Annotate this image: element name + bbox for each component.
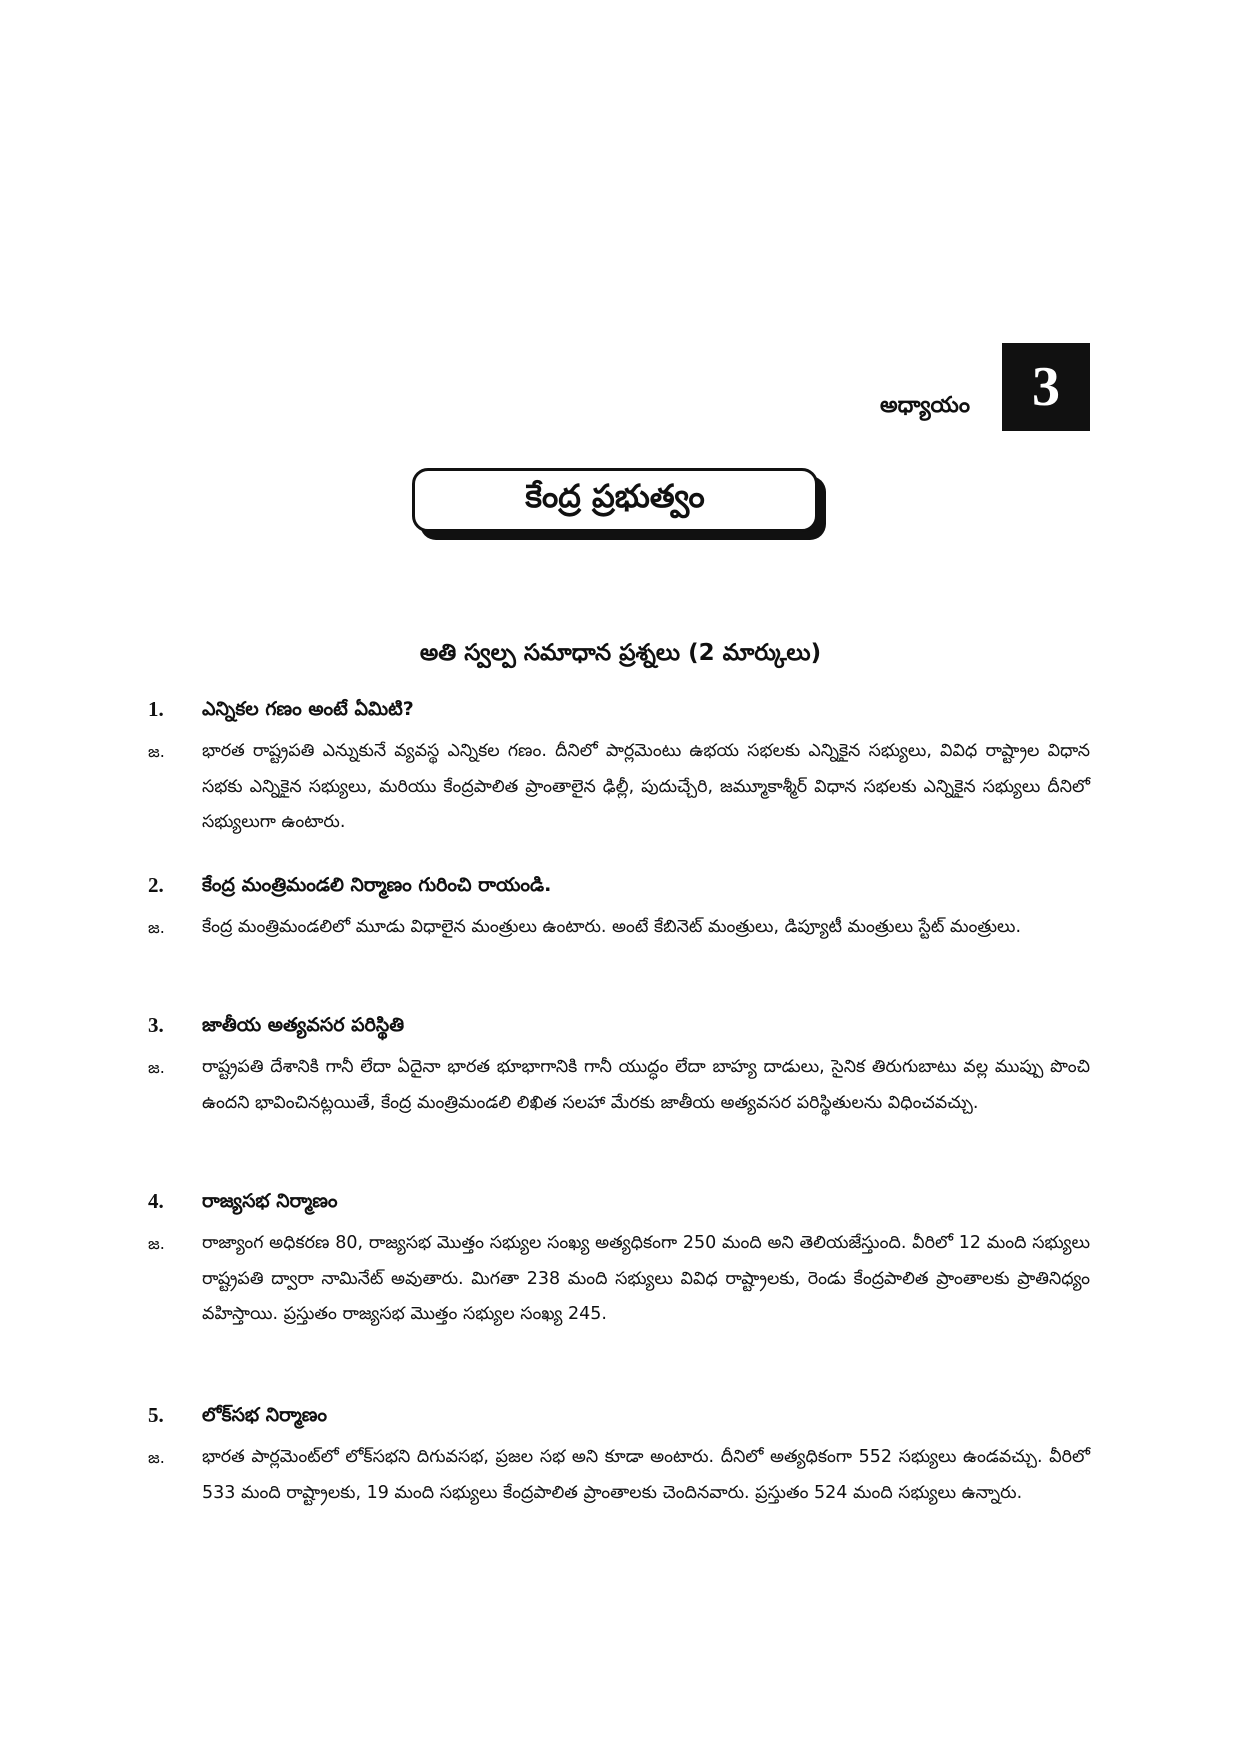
question-number: 4. <box>148 1189 164 1213</box>
answer-text: భారత రాష్ట్రపతి ఎన్నుకునే వ్యవస్థ ఎన్నికల గణం. దీనిలో పార్లమెంటు ఉభయ సభలకు ఎన్నికైన సభ్యులు, వివిధ రాష్ట్రాల విధాన సభకు ఎన్నికైన సభ్యులు, మరియు కేంద్రపాలిత ప్రాంతాలైన ఢిల్లీ, పుదుచ్చేరి, జమ్మూకాశ్మీర్ విధాన సభలకు ఎన్నికైన సభ్యులు దీనిలో సభ్యులుగా ఉంటారు. <box>202 741 1090 832</box>
question-text: రాజ్యసభ నిర్మాణం <box>202 1190 338 1212</box>
answer-text: రాష్ట్రపతి దేశానికి గానీ లేదా ఏదైనా భారత భూభాగానికి గానీ యుద్ధం లేదా బాహ్య దాడులు, సైనిక తిరుగుబాటు వల్ల ముప్పు పొంచి ఉందని భావించినట్లయితే, కేంద్ర మంత్రిమండలి లిఖిత సలహా మేరకు జాతీయ అత్యవసర పరిస్థితులను విధించవచ్చు. <box>202 1057 1090 1113</box>
question-number: 2. <box>148 873 164 897</box>
chapter-number: 3 <box>1032 356 1060 418</box>
qa-item-3 <box>148 1010 1090 1121</box>
question-number: 3. <box>148 1013 164 1037</box>
answer-marker: జ. <box>148 1448 165 1467</box>
answer-marker: జ. <box>148 1234 165 1253</box>
qa-item-5 <box>148 1400 1090 1511</box>
answer-text: రాజ్యాంగ అధికరణ 80, రాజ్యసభ మొత్తం సభ్యుల సంఖ్య అత్యధికంగా 250 మంది అని తెలియజేస్తుంది. వీరిలో 12 మంది సభ్యులు రాష్ట్రపతి ద్వారా నామినేట్ అవుతారు. మిగతా 238 మంది సభ్యులు వివిధ రాష్ట్రాలకు, రెండు కేంద్రపాలిత ప్రాంతాలకు ప్రాతినిధ్యం వహిస్తాయి. ప్రస్తుతం రాజ్యసభ మొత్తం సభ్యుల సంఖ్య 245. <box>202 1233 1090 1324</box>
question-text: ఎన్నికల గణం అంటే ఏమిటి? <box>202 698 414 720</box>
chapter-title: కేంద్ర ప్రభుత్వం <box>525 477 705 515</box>
answer-marker: జ. <box>148 742 165 761</box>
chapter-number-box <box>1002 343 1090 431</box>
chapter-title-box <box>412 468 818 532</box>
chapter-label: అధ్యాయం <box>880 393 971 418</box>
question-number: 5. <box>148 1403 164 1427</box>
qa-item-4 <box>148 1186 1090 1333</box>
qa-item-2 <box>148 870 1090 946</box>
question-text: లోక్‌సభ నిర్మాణం <box>202 1404 328 1426</box>
section-heading: అతి స్వల్ప సమాధాన ప్రశ్నలు (2 మార్కులు) <box>419 640 822 666</box>
answer-text: కేంద్ర మంత్రిమండలిలో మూడు విధాలైన మంత్రులు ఉంటారు. అంటే కేబినెట్ మంత్రులు, డిప్యూటీ మంత్రులు స్టేట్ మంత్రులు. <box>202 917 1022 937</box>
answer-text: భారత పార్లమెంట్‌లో లోక్‌సభని దిగువసభ, ప్రజల సభ అని కూడా అంటారు. దీనిలో అత్యధికంగా 552 సభ్యులు ఉండవచ్చు. వీరిలో 533 మంది రాష్ట్రాలకు, 19 మంది సభ్యులు కేంద్రపాలిత ప్రాంతాలకు చెందినవారు. ప్రస్తుతం 524 మంది సభ్యులు ఉన్నారు. <box>202 1447 1090 1503</box>
question-number: 1. <box>148 697 164 721</box>
question-text: కేంద్ర మంత్రిమండలి నిర్మాణం గురించి రాయండి. <box>202 874 552 896</box>
question-text: జాతీయ అత్యవసర పరిస్థితి <box>202 1014 405 1036</box>
qa-item-1 <box>148 694 1090 841</box>
answer-marker: జ. <box>148 918 165 937</box>
answer-marker: జ. <box>148 1058 165 1077</box>
